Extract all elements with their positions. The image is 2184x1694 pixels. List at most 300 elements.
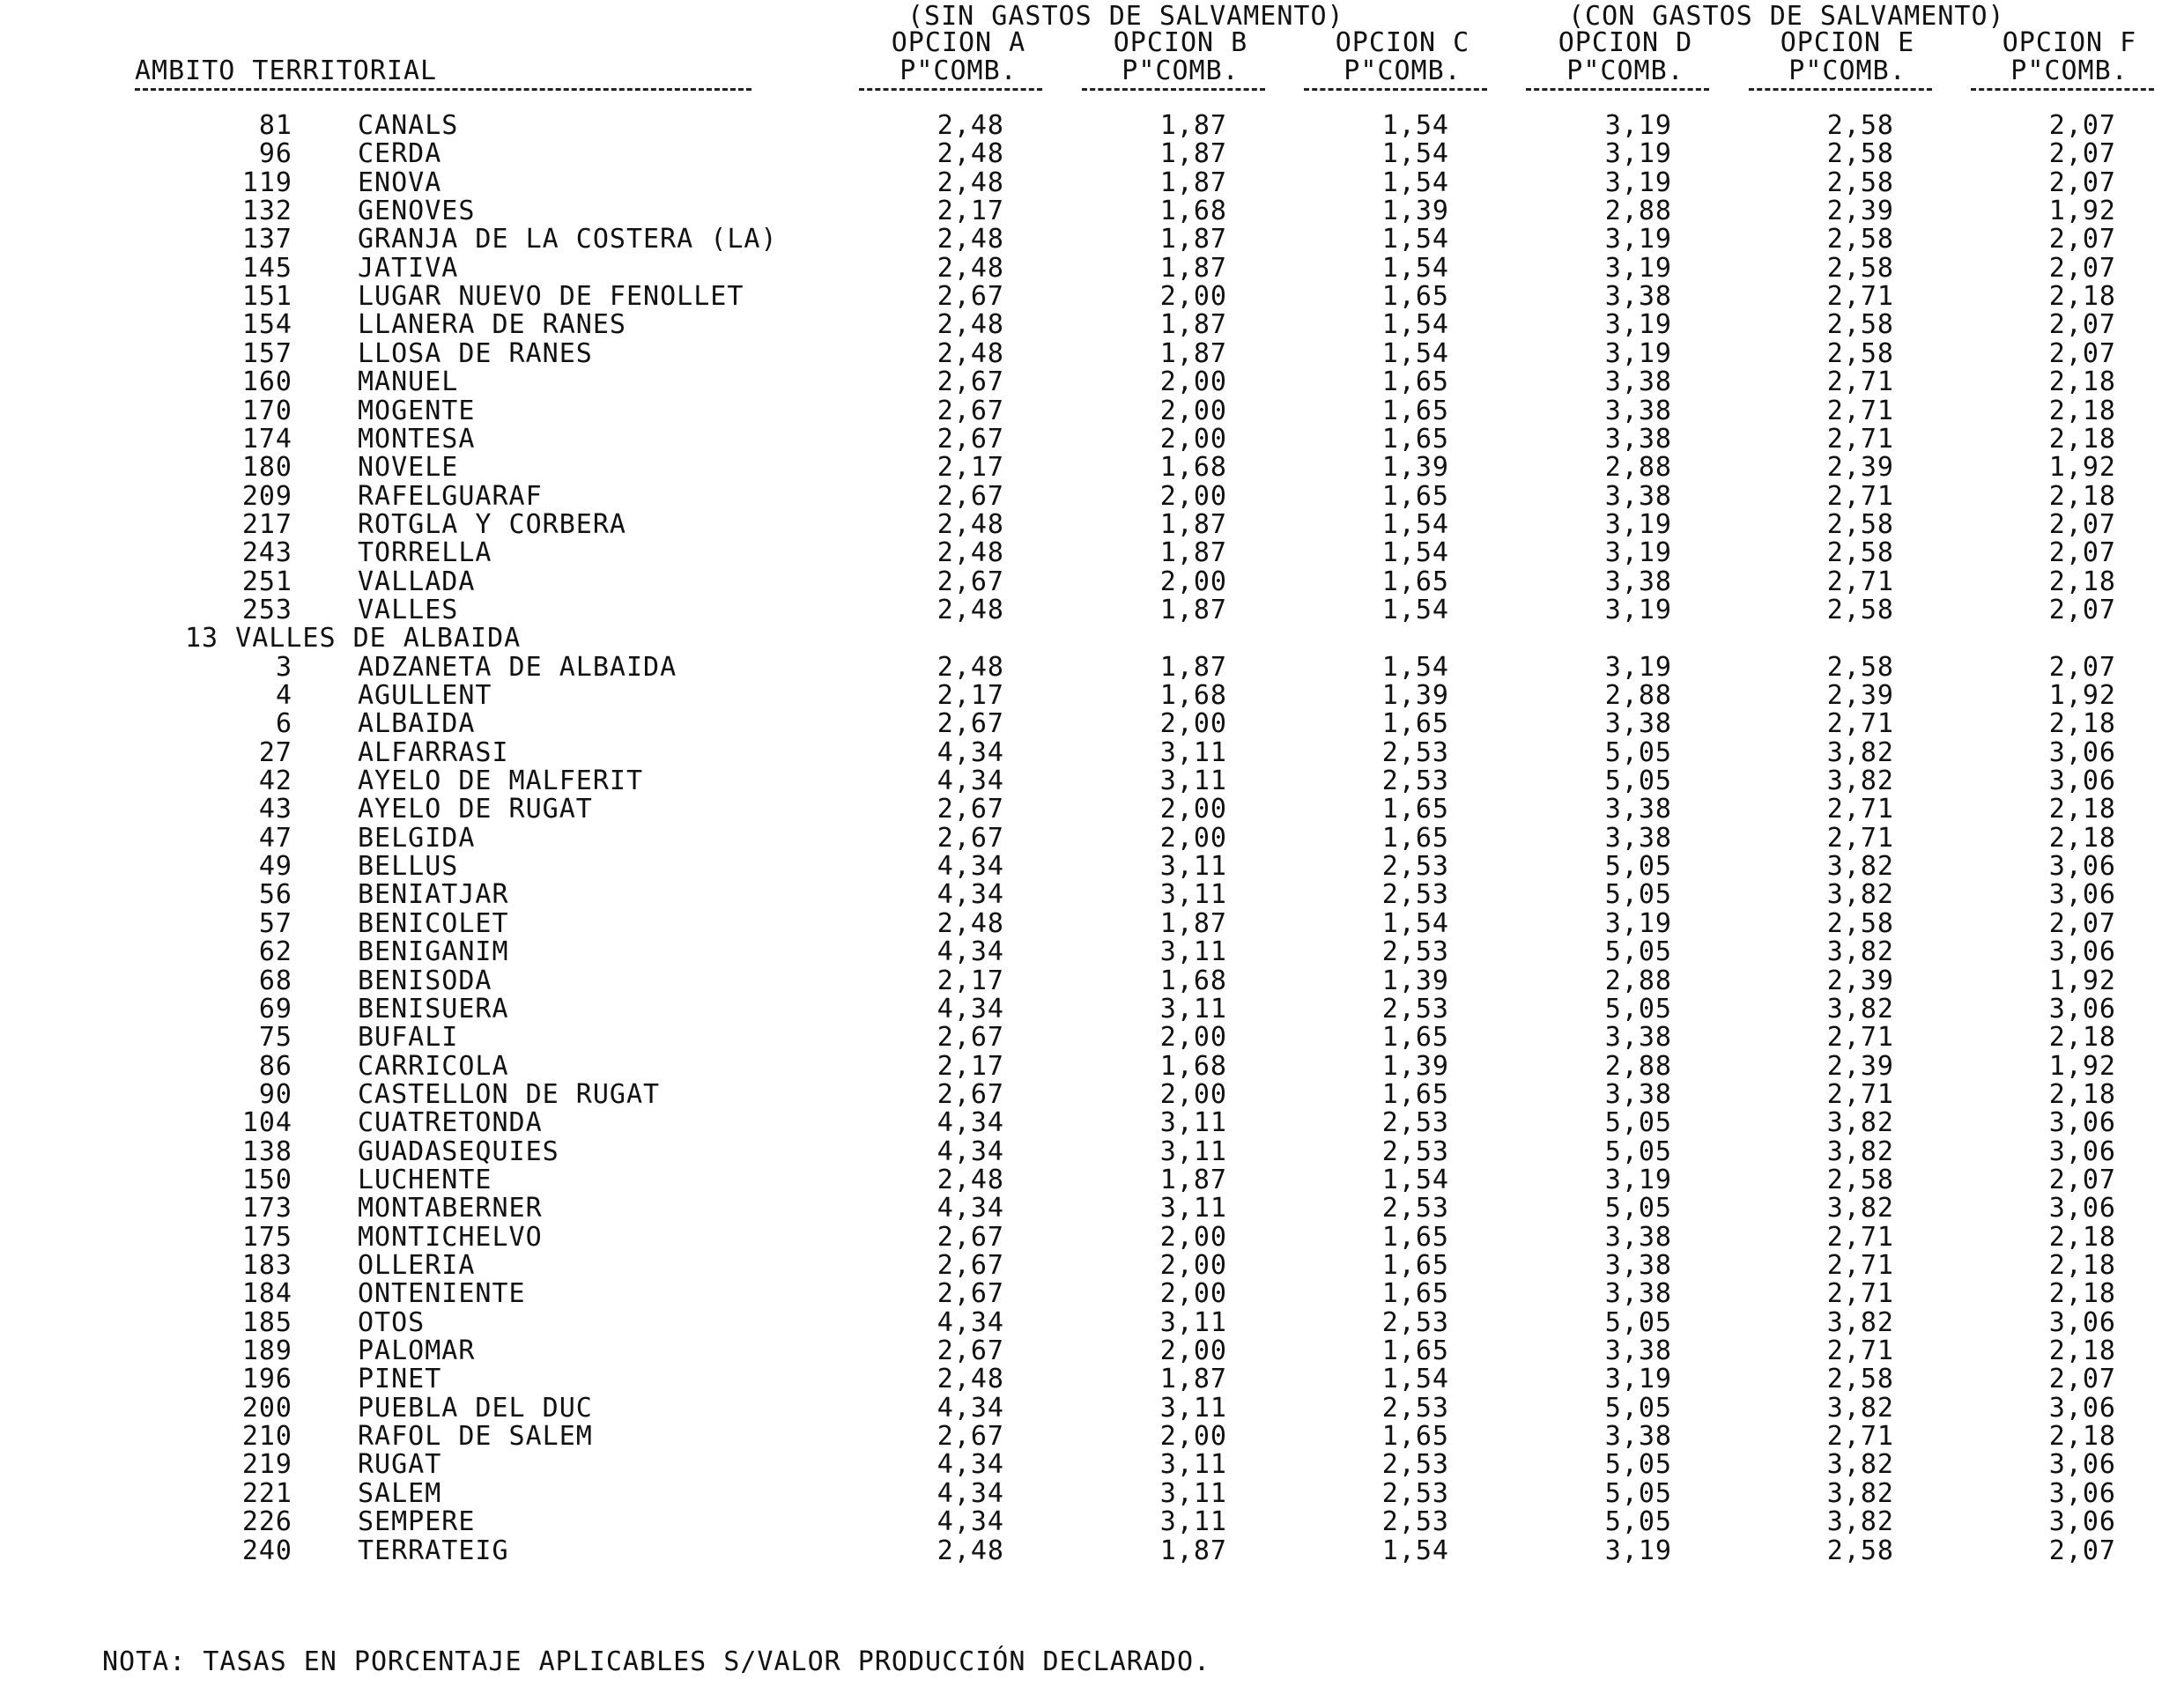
municipality-code: 226: [241, 1506, 292, 1538]
header-opcion-b-sub: P"COMB.: [1122, 55, 1240, 86]
rate-opcion-a: 2,67: [937, 1421, 1004, 1453]
rate-opcion-b: 3,11: [1159, 936, 1227, 968]
municipality-name: LUCHENTE: [358, 1164, 492, 1195]
rate-opcion-d: 3,38: [1604, 281, 1672, 313]
rate-opcion-d: 3,19: [1604, 907, 1672, 939]
rate-opcion-c: 2,53: [1381, 1449, 1449, 1481]
rate-opcion-d: 2,88: [1604, 1050, 1672, 1082]
rate-opcion-b: 1,87: [1159, 537, 1227, 569]
group-heading-row: [0, 625, 2184, 654]
rate-opcion-e: 3,82: [1826, 1135, 1894, 1167]
rate-opcion-d: 5,05: [1604, 1506, 1672, 1538]
rate-opcion-a: 4,34: [937, 879, 1004, 911]
rate-opcion-a: 2,48: [937, 110, 1004, 141]
rate-opcion-e: 2,71: [1826, 395, 1894, 426]
table-row: [0, 1477, 2184, 1509]
rate-opcion-d: 3,19: [1604, 224, 1672, 255]
rate-opcion-d: 3,38: [1604, 1278, 1672, 1310]
municipality-code: 184: [241, 1278, 292, 1310]
rate-opcion-c: 1,65: [1381, 1022, 1449, 1054]
rate-opcion-b: 3,11: [1159, 1306, 1227, 1338]
municipality-name: AGULLENT: [358, 680, 492, 711]
rate-opcion-e: 2,58: [1826, 1364, 1894, 1395]
municipality-code: 217: [241, 508, 292, 540]
table-row: [0, 395, 2184, 426]
rate-opcion-e: 2,71: [1826, 1221, 1894, 1253]
rate-opcion-a: 2,48: [937, 594, 1004, 625]
header-opcion-b: OPCION B: [1113, 27, 1248, 58]
rate-opcion-f: 2,18: [2048, 480, 2116, 512]
rate-opcion-a: 2,17: [937, 452, 1004, 484]
rate-opcion-e: 3,82: [1826, 1449, 1894, 1481]
municipality-code: 62: [258, 936, 292, 968]
rate-opcion-d: 3,38: [1604, 708, 1672, 740]
header-group-con-gastos: (CON GASTOS DE SALVAMENTO): [1568, 1, 2005, 32]
table-row: [0, 680, 2184, 711]
table-row: [0, 110, 2184, 141]
rate-opcion-e: 2,71: [1826, 1022, 1894, 1054]
rate-opcion-b: 1,87: [1159, 1535, 1227, 1566]
municipality-name: TORRELLA: [358, 537, 492, 569]
rate-opcion-e: 3,82: [1826, 1477, 1894, 1509]
rate-opcion-f: 3,06: [2048, 1107, 2116, 1139]
rate-opcion-f: 2,18: [2048, 366, 2116, 398]
rate-opcion-e: 2,58: [1826, 651, 1894, 683]
rate-opcion-a: 2,67: [937, 480, 1004, 512]
rate-opcion-e: 2,71: [1826, 480, 1894, 512]
rate-opcion-a: 4,34: [937, 1306, 1004, 1338]
municipality-code: 42: [258, 766, 292, 797]
municipality-code: 150: [241, 1164, 292, 1195]
municipality-code: 138: [241, 1135, 292, 1167]
header-opcion-f-sub: P"COMB.: [2010, 55, 2128, 86]
rate-opcion-b: 1,87: [1159, 309, 1227, 341]
rate-opcion-a: 2,48: [937, 224, 1004, 255]
municipality-name: PUEBLA DEL DUC: [358, 1392, 593, 1424]
rate-opcion-b: 1,87: [1159, 224, 1227, 255]
rate-opcion-f: 2,07: [2048, 252, 2116, 284]
rate-opcion-d: 3,38: [1604, 566, 1672, 597]
rate-opcion-f: 1,92: [2048, 1050, 2116, 1082]
municipality-name: BELGIDA: [358, 822, 476, 854]
rate-opcion-c: 1,65: [1381, 423, 1449, 455]
rate-opcion-e: 2,71: [1826, 822, 1894, 854]
footnote: NOTA: TASAS EN PORCENTAJE APLICABLES S/VALOR PRODUCCIÓN DECLARADO.: [102, 1646, 1211, 1677]
municipality-code: 251: [241, 566, 292, 597]
rate-opcion-d: 2,88: [1604, 196, 1672, 227]
rate-opcion-d: 2,88: [1604, 680, 1672, 711]
municipality-name: CERDA: [358, 138, 442, 170]
rate-opcion-a: 2,48: [937, 337, 1004, 369]
rate-opcion-d: 3,38: [1604, 1078, 1672, 1110]
rate-opcion-a: 4,34: [937, 993, 1004, 1025]
municipality-code: 86: [258, 1050, 292, 1082]
table-row: [0, 879, 2184, 911]
table-row: [0, 708, 2184, 740]
municipality-name: BENISUERA: [358, 993, 509, 1025]
rate-opcion-d: 5,05: [1604, 1392, 1672, 1424]
rate-opcion-f: 2,18: [2048, 395, 2116, 426]
rate-opcion-c: 1,54: [1381, 1364, 1449, 1395]
rate-opcion-a: 2,17: [937, 680, 1004, 711]
rate-opcion-c: 1,65: [1381, 822, 1449, 854]
table-row: [0, 796, 2184, 825]
municipality-name: MOGENTE: [358, 395, 476, 426]
municipality-code: 185: [241, 1306, 292, 1338]
rate-opcion-a: 2,67: [937, 794, 1004, 825]
rate-opcion-b: 2,00: [1159, 423, 1227, 455]
rate-opcion-f: 2,07: [2048, 594, 2116, 625]
rate-opcion-b: 2,00: [1159, 281, 1227, 313]
rate-opcion-b: 2,00: [1159, 708, 1227, 740]
rate-opcion-a: 2,48: [937, 138, 1004, 170]
rate-opcion-b: 1,87: [1159, 166, 1227, 198]
rate-opcion-a: 4,34: [937, 1392, 1004, 1424]
municipality-name: ENOVA: [358, 166, 442, 198]
rate-opcion-d: 5,05: [1604, 1107, 1672, 1139]
header-opcion-c-sub: P"COMB.: [1344, 55, 1462, 86]
rate-opcion-f: 2,07: [2048, 110, 2116, 141]
rate-opcion-c: 1,65: [1381, 708, 1449, 740]
rate-opcion-d: 3,38: [1604, 822, 1672, 854]
table-row: [0, 851, 2184, 883]
rate-opcion-f: 1,92: [2048, 196, 2116, 227]
rate-opcion-d: 3,38: [1604, 1250, 1672, 1281]
rate-opcion-c: 1,65: [1381, 1250, 1449, 1281]
table-row: [0, 1221, 2184, 1253]
rate-opcion-e: 2,58: [1826, 224, 1894, 255]
rate-opcion-e: 2,58: [1826, 1535, 1894, 1566]
rate-opcion-c: 1,54: [1381, 309, 1449, 341]
rate-opcion-b: 2,00: [1159, 1078, 1227, 1110]
rate-opcion-a: 2,17: [937, 1050, 1004, 1082]
rate-opcion-c: 2,53: [1381, 1193, 1449, 1224]
table-row: [0, 423, 2184, 455]
rate-opcion-b: 3,11: [1159, 766, 1227, 797]
table-row: [0, 1449, 2184, 1481]
rate-opcion-a: 2,48: [937, 252, 1004, 284]
table-row: [0, 907, 2184, 939]
rate-opcion-e: 2,71: [1826, 1335, 1894, 1367]
rate-opcion-c: 2,53: [1381, 1477, 1449, 1509]
municipality-name: BENIGANIM: [358, 936, 509, 968]
municipality-code: 253: [241, 594, 292, 625]
municipality-name: JATIVA: [358, 252, 459, 284]
rate-opcion-e: 2,39: [1826, 452, 1894, 484]
rate-opcion-d: 5,05: [1604, 851, 1672, 883]
table-row: [0, 1421, 2184, 1453]
rate-opcion-c: 2,53: [1381, 879, 1449, 911]
table-row: [0, 1107, 2184, 1139]
rate-opcion-a: 4,34: [937, 1135, 1004, 1167]
municipality-name: ROTGLA Y CORBERA: [358, 508, 626, 540]
table-row: [0, 594, 2184, 625]
rate-opcion-e: 2,58: [1826, 907, 1894, 939]
rate-opcion-e: 2,71: [1826, 1278, 1894, 1310]
rate-opcion-c: 1,54: [1381, 166, 1449, 198]
rate-opcion-a: 2,48: [937, 1364, 1004, 1395]
municipality-code: 157: [241, 337, 292, 369]
rate-opcion-b: 3,11: [1159, 1449, 1227, 1481]
rate-opcion-b: 3,11: [1159, 1107, 1227, 1139]
rate-opcion-c: 2,53: [1381, 993, 1449, 1025]
rate-opcion-e: 2,58: [1826, 337, 1894, 369]
rate-opcion-c: 1,54: [1381, 594, 1449, 625]
rate-opcion-a: 2,48: [937, 166, 1004, 198]
municipality-name: RAFELGUARAF: [358, 480, 543, 512]
rate-opcion-d: 3,38: [1604, 423, 1672, 455]
rate-opcion-f: 3,06: [2048, 993, 2116, 1025]
rate-opcion-f: 2,18: [2048, 1250, 2116, 1281]
rate-opcion-f: 2,18: [2048, 794, 2116, 825]
rate-opcion-c: 1,65: [1381, 794, 1449, 825]
municipality-code: 174: [241, 423, 292, 455]
rate-opcion-e: 2,58: [1826, 508, 1894, 540]
group-heading: 13 VALLES DE ALBAIDA: [185, 623, 522, 655]
municipality-code: 119: [241, 166, 292, 198]
rate-opcion-d: 3,19: [1604, 166, 1672, 198]
rate-opcion-c: 2,53: [1381, 1107, 1449, 1139]
rate-opcion-b: 2,00: [1159, 1221, 1227, 1253]
rate-opcion-c: 1,65: [1381, 1278, 1449, 1310]
rate-opcion-d: 3,38: [1604, 1335, 1672, 1367]
rate-opcion-b: 1,68: [1159, 452, 1227, 484]
header-opcion-d-sub: P"COMB.: [1566, 55, 1684, 86]
rate-opcion-b: 3,11: [1159, 1392, 1227, 1424]
municipality-name: LLANERA DE RANES: [358, 309, 626, 341]
table-row: [0, 281, 2184, 313]
municipality-code: 173: [241, 1193, 292, 1224]
rate-opcion-e: 2,58: [1826, 110, 1894, 141]
municipality-name: SEMPERE: [358, 1506, 476, 1538]
rate-opcion-e: 2,71: [1826, 1078, 1894, 1110]
rate-opcion-e: 2,71: [1826, 566, 1894, 597]
municipality-code: 27: [258, 736, 292, 768]
rate-opcion-c: 1,54: [1381, 508, 1449, 540]
municipality-name: LLOSA DE RANES: [358, 337, 593, 369]
rate-opcion-a: 4,34: [937, 766, 1004, 797]
rate-opcion-e: 2,58: [1826, 166, 1894, 198]
table-row: [0, 1392, 2184, 1424]
municipality-name: GRANJA DE LA COSTERA (LA): [358, 224, 778, 255]
rate-opcion-d: 3,19: [1604, 1364, 1672, 1395]
municipality-code: 69: [258, 993, 292, 1025]
rate-opcion-f: 3,06: [2048, 1392, 2116, 1424]
rate-opcion-f: 2,18: [2048, 1078, 2116, 1110]
rate-opcion-f: 2,07: [2048, 309, 2116, 341]
rate-opcion-f: 2,18: [2048, 1421, 2116, 1453]
rate-opcion-f: 3,06: [2048, 1449, 2116, 1481]
rate-opcion-c: 1,39: [1381, 680, 1449, 711]
rate-opcion-c: 2,53: [1381, 851, 1449, 883]
rate-opcion-c: 1,65: [1381, 480, 1449, 512]
rate-opcion-f: 2,07: [2048, 166, 2116, 198]
rate-opcion-e: 2,71: [1826, 281, 1894, 313]
rate-opcion-f: 3,06: [2048, 736, 2116, 768]
rate-opcion-c: 1,54: [1381, 110, 1449, 141]
rate-opcion-d: 2,88: [1604, 965, 1672, 996]
municipality-name: BENICOLET: [358, 907, 509, 939]
rate-opcion-d: 3,19: [1604, 1164, 1672, 1195]
rate-opcion-a: 2,67: [937, 395, 1004, 426]
rate-opcion-f: 3,06: [2048, 1193, 2116, 1224]
municipality-name: OTOS: [358, 1306, 426, 1338]
municipality-name: CASTELLON DE RUGAT: [358, 1078, 661, 1110]
rate-opcion-b: 1,87: [1159, 508, 1227, 540]
rate-opcion-d: 5,05: [1604, 1135, 1672, 1167]
rate-opcion-a: 4,34: [937, 1449, 1004, 1481]
rate-opcion-c: 1,65: [1381, 366, 1449, 398]
rate-opcion-c: 1,65: [1381, 566, 1449, 597]
rate-opcion-f: 3,06: [2048, 879, 2116, 911]
rate-opcion-f: 2,07: [2048, 337, 2116, 369]
rate-opcion-e: 3,82: [1826, 766, 1894, 797]
rate-opcion-b: 1,68: [1159, 1050, 1227, 1082]
table-row: [0, 1250, 2184, 1281]
rate-opcion-c: 1,54: [1381, 224, 1449, 255]
rate-opcion-e: 3,82: [1826, 1306, 1894, 1338]
rate-opcion-b: 1,87: [1159, 110, 1227, 141]
header-opcion-e: OPCION E: [1780, 27, 1915, 58]
municipality-name: MONTESA: [358, 423, 476, 455]
rate-opcion-f: 2,18: [2048, 423, 2116, 455]
rate-opcion-b: 2,00: [1159, 822, 1227, 854]
municipality-code: 132: [241, 196, 292, 227]
municipality-code: 210: [241, 1421, 292, 1453]
rate-opcion-a: 4,34: [937, 1477, 1004, 1509]
rate-opcion-f: 2,07: [2048, 907, 2116, 939]
rate-opcion-a: 2,17: [937, 196, 1004, 227]
rate-opcion-e: 2,58: [1826, 138, 1894, 170]
table-row: [0, 537, 2184, 569]
rate-opcion-d: 3,19: [1604, 537, 1672, 569]
rate-opcion-b: 2,00: [1159, 366, 1227, 398]
rate-opcion-e: 2,39: [1826, 680, 1894, 711]
rate-opcion-c: 1,54: [1381, 651, 1449, 683]
table-row: [0, 736, 2184, 768]
rate-opcion-a: 2,67: [937, 1250, 1004, 1281]
rate-opcion-b: 2,00: [1159, 395, 1227, 426]
rate-opcion-f: 3,06: [2048, 851, 2116, 883]
table-row: [0, 337, 2184, 369]
rate-opcion-b: 2,00: [1159, 1335, 1227, 1367]
municipality-code: 221: [241, 1477, 292, 1509]
rate-opcion-c: 2,53: [1381, 766, 1449, 797]
municipality-code: 180: [241, 452, 292, 484]
rate-opcion-a: 2,48: [937, 309, 1004, 341]
rate-opcion-c: 1,54: [1381, 337, 1449, 369]
rate-opcion-c: 1,65: [1381, 1221, 1449, 1253]
municipality-name: MONTABERNER: [358, 1193, 543, 1224]
municipality-code: 104: [241, 1107, 292, 1139]
rate-opcion-a: 4,34: [937, 936, 1004, 968]
rule-opcion-f: [1971, 88, 2154, 91]
rate-opcion-c: 1,54: [1381, 907, 1449, 939]
rate-opcion-b: 1,68: [1159, 680, 1227, 711]
municipality-code: 57: [258, 907, 292, 939]
rate-opcion-f: 2,18: [2048, 1022, 2116, 1054]
rate-opcion-a: 2,17: [937, 965, 1004, 996]
municipality-name: MONTICHELVO: [358, 1221, 543, 1253]
rate-opcion-c: 1,54: [1381, 138, 1449, 170]
table-row: [0, 166, 2184, 198]
table-row: [0, 1535, 2184, 1566]
table-row: [0, 1164, 2184, 1195]
rate-opcion-e: 3,82: [1826, 936, 1894, 968]
municipality-code: 189: [241, 1335, 292, 1367]
municipality-name: ALBAIDA: [358, 708, 476, 740]
rate-opcion-e: 2,71: [1826, 1421, 1894, 1453]
municipality-name: CUATRETONDA: [358, 1107, 543, 1139]
rate-opcion-a: 4,34: [937, 736, 1004, 768]
rate-opcion-f: 1,92: [2048, 680, 2116, 711]
rate-opcion-c: 1,54: [1381, 537, 1449, 569]
rate-opcion-d: 3,19: [1604, 1535, 1672, 1566]
rate-opcion-d: 3,19: [1604, 651, 1672, 683]
rate-opcion-e: 3,82: [1826, 993, 1894, 1025]
rate-opcion-d: 3,19: [1604, 508, 1672, 540]
municipality-name: NOVELE: [358, 452, 459, 484]
rate-opcion-e: 2,58: [1826, 309, 1894, 341]
rate-opcion-e: 2,58: [1826, 594, 1894, 625]
table-row: [0, 822, 2184, 854]
rate-opcion-a: 2,67: [937, 1022, 1004, 1054]
municipality-name: ADZANETA DE ALBAIDA: [358, 651, 677, 683]
rate-opcion-c: 2,53: [1381, 1506, 1449, 1538]
table-row: [0, 138, 2184, 170]
municipality-name: TERRATEIG: [358, 1535, 509, 1566]
table-row: [0, 252, 2184, 284]
rate-opcion-e: 3,82: [1826, 1506, 1894, 1538]
municipality-name: AYELO DE RUGAT: [358, 794, 593, 825]
rate-opcion-f: 3,06: [2048, 1477, 2116, 1509]
table-row: [0, 1135, 2184, 1167]
municipality-code: 160: [241, 366, 292, 398]
rate-opcion-e: 2,58: [1826, 537, 1894, 569]
rate-opcion-e: 2,39: [1826, 965, 1894, 996]
rate-opcion-f: 2,18: [2048, 281, 2116, 313]
municipality-code: 81: [258, 110, 292, 141]
table-row: [0, 309, 2184, 341]
rate-opcion-b: 3,11: [1159, 993, 1227, 1025]
rate-opcion-f: 2,18: [2048, 708, 2116, 740]
rate-opcion-a: 2,67: [937, 822, 1004, 854]
table-row: [0, 198, 2184, 226]
rate-opcion-b: 1,87: [1159, 907, 1227, 939]
municipality-name: VALLES: [358, 594, 459, 625]
rate-opcion-b: 3,11: [1159, 1506, 1227, 1538]
rate-opcion-e: 3,82: [1826, 736, 1894, 768]
rate-opcion-e: 3,82: [1826, 851, 1894, 883]
municipality-code: 6: [275, 708, 292, 740]
municipality-code: 243: [241, 537, 292, 569]
rate-opcion-c: 1,65: [1381, 1421, 1449, 1453]
municipality-name: ONTENIENTE: [358, 1278, 526, 1310]
municipality-name: LUGAR NUEVO DE FENOLLET: [358, 281, 744, 313]
rate-opcion-b: 3,11: [1159, 1193, 1227, 1224]
rate-opcion-a: 2,67: [937, 366, 1004, 398]
municipality-name: CANALS: [358, 110, 459, 141]
rate-opcion-a: 2,48: [937, 537, 1004, 569]
rate-opcion-e: 2,71: [1826, 366, 1894, 398]
rate-opcion-d: 3,19: [1604, 252, 1672, 284]
table-row: [0, 1050, 2184, 1082]
rule-opcion-c: [1304, 88, 1487, 91]
rate-opcion-b: 3,11: [1159, 1135, 1227, 1167]
rate-opcion-c: 1,54: [1381, 252, 1449, 284]
rate-opcion-a: 2,67: [937, 1278, 1004, 1310]
municipality-name: RUGAT: [358, 1449, 442, 1481]
